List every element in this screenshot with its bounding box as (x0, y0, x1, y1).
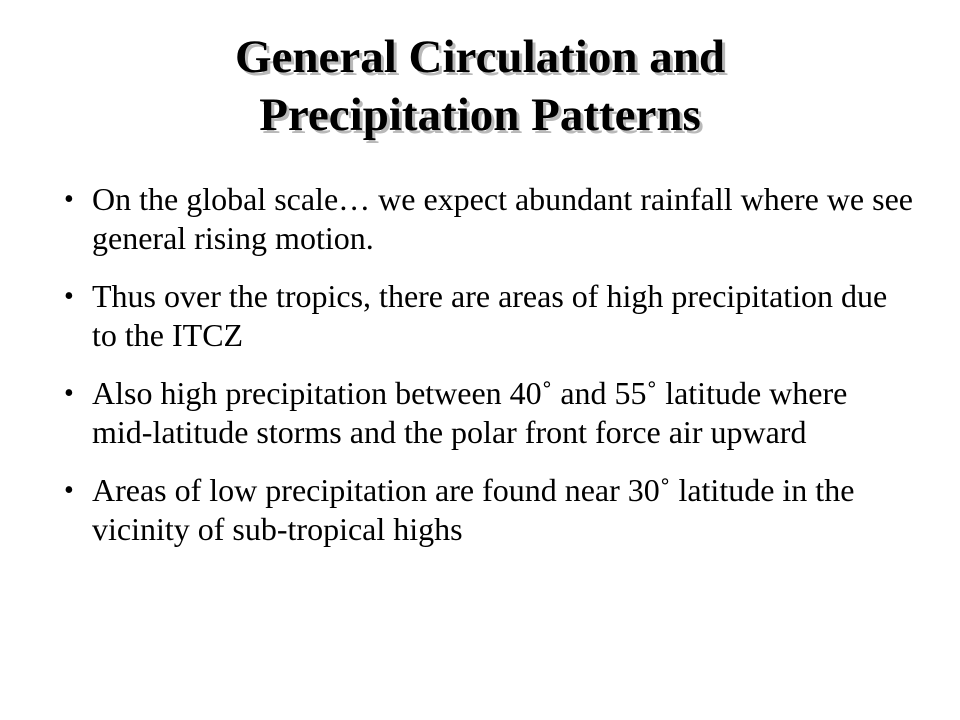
bullet-dot-icon: • (64, 184, 74, 215)
bullet-item-1 (64, 180, 914, 258)
bullet-item-2 (64, 277, 914, 355)
bullet-text-2: Thus over the tropics, there are areas of high precipitation due to the ITCZ (92, 278, 888, 353)
bullet-dot-icon: • (64, 281, 74, 312)
slide-title (80, 28, 880, 144)
bullet-list (64, 180, 914, 568)
bullet-item-3 (64, 374, 914, 452)
bullet-text-3: Also high precipitation between 40˚ and 55˚ latitude where mid-latitude storms and the polar front force air upward (92, 375, 848, 450)
bullet-dot-icon: • (64, 378, 74, 409)
slide-title-line-2: Precipitation Patterns (259, 89, 701, 141)
bullet-item-4 (64, 471, 914, 549)
bullet-dot-icon: • (64, 475, 74, 506)
bullet-text-4: Areas of low precipitation are found near 30˚ latitude in the vicinity of sub-tropical highs (92, 472, 855, 547)
slide-title-line-1: General Circulation and (234, 31, 726, 83)
bullet-text-1: On the global scale… we expect abundant rainfall where we see general rising motion. (92, 181, 913, 256)
